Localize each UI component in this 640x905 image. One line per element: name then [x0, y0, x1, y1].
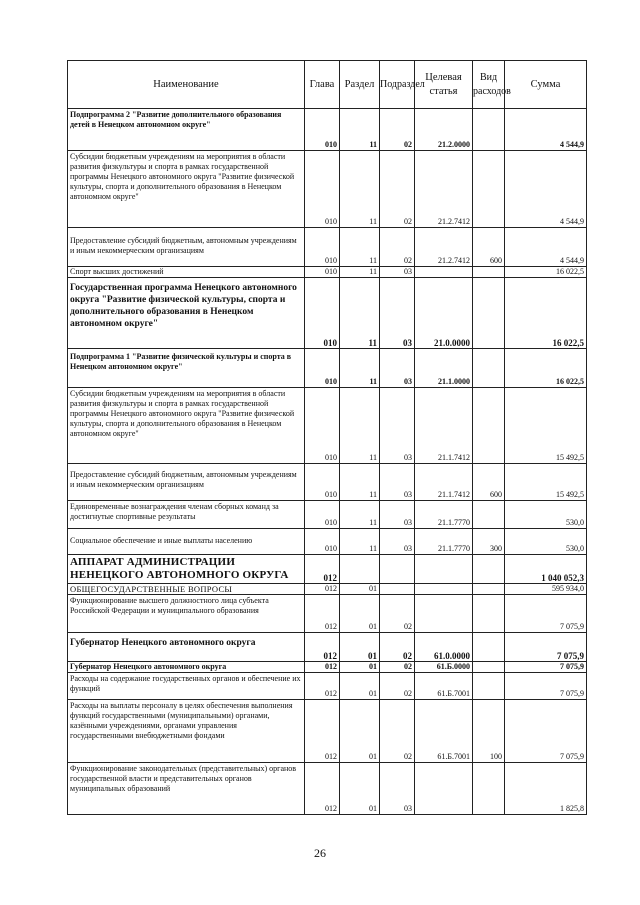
row-vid — [473, 278, 505, 349]
row-target — [415, 584, 473, 595]
row-sum: 16 022,5 — [505, 349, 587, 388]
row-target: 21.1.7412 — [415, 388, 473, 464]
row-glava: 010 — [305, 529, 340, 555]
row-sum: 7 075,9 — [505, 673, 587, 700]
header-name: Наименование — [68, 61, 305, 109]
row-target: 21.2.0000 — [415, 109, 473, 151]
row-target: 61.Б.0000 — [415, 662, 473, 673]
row-razdel: 01 — [340, 633, 380, 662]
row-vid: 600 — [473, 228, 505, 267]
table-row — [68, 633, 587, 662]
row-razdel: 01 — [340, 700, 380, 763]
row-target: 21.1.7770 — [415, 529, 473, 555]
row-sum: 7 075,9 — [505, 662, 587, 673]
row-glava: 012 — [305, 595, 340, 633]
row-podrazdel: 02 — [380, 633, 415, 662]
row-glava: 012 — [305, 633, 340, 662]
row-target — [415, 763, 473, 815]
row-name: Функционирование высшего должностного лица субъекта Российской Федерации и муниципального образования — [68, 595, 305, 633]
row-glava: 010 — [305, 278, 340, 349]
row-vid — [473, 501, 505, 529]
row-podrazdel — [380, 584, 415, 595]
row-razdel: 01 — [340, 584, 380, 595]
row-sum: 595 934,0 — [505, 584, 587, 595]
row-sum: 1 040 052,3 — [505, 555, 587, 584]
row-vid: 300 — [473, 529, 505, 555]
table-row — [68, 267, 587, 278]
row-sum: 7 075,9 — [505, 700, 587, 763]
row-target: 61.0.0000 — [415, 633, 473, 662]
row-target: 21.0.0000 — [415, 278, 473, 349]
row-sum: 530,0 — [505, 501, 587, 529]
row-name: Государственная программа Ненецкого автономного округа "Развитие физической культуры, спорта и дополнительного образования в Ненецком автономном округе" — [68, 278, 305, 349]
row-vid — [473, 109, 505, 151]
table-row — [68, 388, 587, 464]
row-sum: 16 022,5 — [505, 278, 587, 349]
row-glava: 010 — [305, 228, 340, 267]
row-razdel: 01 — [340, 662, 380, 673]
row-razdel: 11 — [340, 267, 380, 278]
row-vid — [473, 595, 505, 633]
row-podrazdel: 02 — [380, 700, 415, 763]
table-row — [68, 501, 587, 529]
row-glava: 012 — [305, 584, 340, 595]
row-sum: 16 022,5 — [505, 267, 587, 278]
row-sum: 4 544,9 — [505, 228, 587, 267]
row-razdel: 01 — [340, 763, 380, 815]
row-podrazdel: 02 — [380, 662, 415, 673]
row-name: Предоставление субсидий бюджетным, автономным учреждениям и иным некоммерческим организациям — [68, 464, 305, 501]
row-razdel: 11 — [340, 349, 380, 388]
row-sum: 1 825,8 — [505, 763, 587, 815]
table-row — [68, 763, 587, 815]
row-name: Подпрограмма 2 "Развитие дополнительного образования детей в Ненецком автономном округе" — [68, 109, 305, 151]
row-name: АППАРАТ АДМИНИСТРАЦИИ НЕНЕЦКОГО АВТОНОМНОГО ОКРУГА — [68, 555, 305, 584]
row-target — [415, 595, 473, 633]
row-vid: 100 — [473, 700, 505, 763]
table-row — [68, 673, 587, 700]
row-sum: 530,0 — [505, 529, 587, 555]
row-razdel: 11 — [340, 228, 380, 267]
row-name: Функционирование законодательных (представительных) органов государственной власти и представительных органов муниципальных образований — [68, 763, 305, 815]
table-row — [68, 109, 587, 151]
row-vid: 600 — [473, 464, 505, 501]
row-target: 21.1.0000 — [415, 349, 473, 388]
row-razdel — [340, 555, 380, 584]
page-number: 26 — [314, 846, 326, 860]
table-row — [68, 151, 587, 228]
row-podrazdel: 03 — [380, 529, 415, 555]
row-razdel: 11 — [340, 151, 380, 228]
row-name: Предоставление субсидий бюджетным, автономным учреждениям и иным некоммерческим организациям — [68, 228, 305, 267]
table-row — [68, 595, 587, 633]
row-vid — [473, 151, 505, 228]
table-row — [68, 529, 587, 555]
table-row — [68, 464, 587, 501]
row-podrazdel: 03 — [380, 349, 415, 388]
header-sum: Сумма — [505, 61, 587, 109]
row-podrazdel: 03 — [380, 763, 415, 815]
row-name: Губернатор Ненецкого автономного округа — [68, 662, 305, 673]
row-razdel: 11 — [340, 388, 380, 464]
row-name: Подпрограмма 1 "Развитие физической культуры и спорта в Ненецком автономном округе" — [68, 349, 305, 388]
row-razdel: 11 — [340, 278, 380, 349]
row-razdel: 11 — [340, 501, 380, 529]
row-sum: 15 492,5 — [505, 464, 587, 501]
header-vid: Вид расходов — [473, 61, 505, 109]
table-row — [68, 555, 587, 584]
row-target — [415, 555, 473, 584]
row-name: Субсидии бюджетным учреждениям на мероприятия в области развития физкультуры и спорта в рамках государственной программы Ненецкого автономного округа "Развитие физической культуры, спорта и дополнительного образования в Ненецком автономном округе" — [68, 388, 305, 464]
row-glava: 010 — [305, 267, 340, 278]
row-name: Спорт высших достижений — [68, 267, 305, 278]
row-target — [415, 267, 473, 278]
row-name: Губернатор Ненецкого автономного округа — [68, 633, 305, 662]
row-vid — [473, 267, 505, 278]
table-row — [68, 700, 587, 763]
row-glava: 012 — [305, 673, 340, 700]
row-podrazdel: 02 — [380, 109, 415, 151]
row-target: 21.1.7412 — [415, 464, 473, 501]
row-sum: 4 544,9 — [505, 151, 587, 228]
row-glava: 012 — [305, 700, 340, 763]
row-vid — [473, 633, 505, 662]
header-row — [68, 61, 587, 109]
row-sum: 15 492,5 — [505, 388, 587, 464]
row-name: Единовременные вознаграждения членам сборных команд за достигнутые спортивные результаты — [68, 501, 305, 529]
table-row — [68, 228, 587, 267]
row-name: Расходы на выплаты персоналу в целях обеспечения выполнения функций государственными (муниципальными) органами, казёнными учреждениями, органами управления государственными внебюджетными фондами — [68, 700, 305, 763]
row-glava: 010 — [305, 388, 340, 464]
row-name: Субсидии бюджетным учреждениям на мероприятия в области развития физкультуры и спорта в рамках государственной программы Ненецкого автономного округа "Развитие физической культуры, спорта и дополнительного образования в Ненецком автономном округе" — [68, 151, 305, 228]
table-row — [68, 349, 587, 388]
row-target: 61.Б.7001 — [415, 700, 473, 763]
row-glava: 010 — [305, 501, 340, 529]
row-name: Социальное обеспечение и иные выплаты населению — [68, 529, 305, 555]
row-podrazdel: 03 — [380, 278, 415, 349]
row-target: 21.2.7412 — [415, 151, 473, 228]
row-podrazdel — [380, 555, 415, 584]
row-vid — [473, 763, 505, 815]
row-podrazdel: 03 — [380, 388, 415, 464]
row-podrazdel: 02 — [380, 151, 415, 228]
header-razdel: Раздел — [340, 61, 380, 109]
row-vid — [473, 673, 505, 700]
row-podrazdel: 02 — [380, 228, 415, 267]
row-name: ОБЩЕГОСУДАРСТВЕННЫЕ ВОПРОСЫ — [68, 584, 305, 595]
row-razdel: 11 — [340, 109, 380, 151]
row-vid — [473, 388, 505, 464]
row-sum: 4 544,9 — [505, 109, 587, 151]
row-target: 21.1.7770 — [415, 501, 473, 529]
table-row — [68, 278, 587, 349]
row-sum: 7 075,9 — [505, 595, 587, 633]
row-glava: 010 — [305, 151, 340, 228]
row-podrazdel: 02 — [380, 595, 415, 633]
row-razdel: 01 — [340, 673, 380, 700]
row-glava: 012 — [305, 763, 340, 815]
row-glava: 012 — [305, 555, 340, 584]
header-podrazdel: Подраздел — [380, 61, 415, 109]
row-glava: 012 — [305, 662, 340, 673]
header-glava: Глава — [305, 61, 340, 109]
row-target: 21.2.7412 — [415, 228, 473, 267]
row-razdel: 01 — [340, 595, 380, 633]
row-razdel: 11 — [340, 529, 380, 555]
row-glava: 010 — [305, 349, 340, 388]
table-row — [68, 584, 587, 595]
row-podrazdel: 03 — [380, 267, 415, 278]
row-glava: 010 — [305, 464, 340, 501]
budget-table — [67, 60, 587, 815]
row-podrazdel: 03 — [380, 501, 415, 529]
header-target: Целевая статья — [415, 61, 473, 109]
row-glava: 010 — [305, 109, 340, 151]
row-target: 61.Б.7001 — [415, 673, 473, 700]
row-vid — [473, 584, 505, 595]
row-podrazdel: 03 — [380, 464, 415, 501]
row-podrazdel: 02 — [380, 673, 415, 700]
row-vid — [473, 349, 505, 388]
row-vid — [473, 662, 505, 673]
table-row — [68, 662, 587, 673]
row-sum: 7 075,9 — [505, 633, 587, 662]
row-vid — [473, 555, 505, 584]
row-razdel: 11 — [340, 464, 380, 501]
row-name: Расходы на содержание государственных органов и обеспечение их функций — [68, 673, 305, 700]
